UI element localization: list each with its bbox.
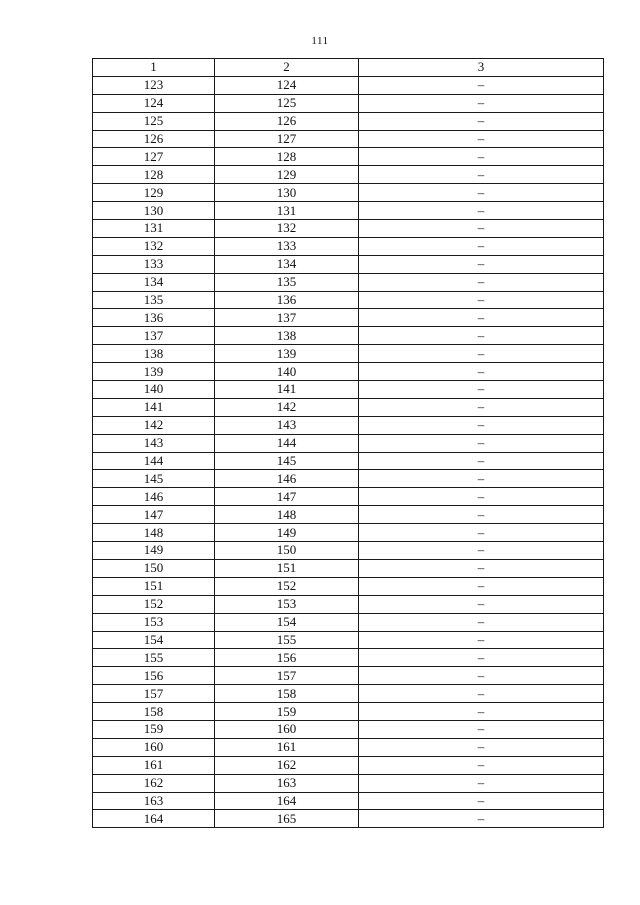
table-row (93, 524, 604, 542)
table-cell-col-2: 138 (215, 327, 359, 345)
table-row (93, 309, 604, 327)
table-cell-col-1: 142 (93, 416, 215, 434)
table-cell-col-1: 131 (93, 220, 215, 238)
table-cell-col-2: 165 (215, 810, 359, 828)
table-row (93, 685, 604, 703)
table-row (93, 327, 604, 345)
table-cell-col-1: 141 (93, 398, 215, 416)
table-cell-col-1: 123 (93, 76, 215, 94)
table-row (93, 434, 604, 452)
table-row (93, 148, 604, 166)
table-cell-col-1: 124 (93, 94, 215, 112)
table-cell-col-2: 140 (215, 363, 359, 381)
table-cell-col-1: 151 (93, 577, 215, 595)
table-row (93, 488, 604, 506)
table-cell-col-3: – (359, 416, 604, 434)
table-row (93, 542, 604, 560)
table-cell-col-1: 154 (93, 631, 215, 649)
page-number: 111 (311, 35, 329, 47)
table-row (93, 756, 604, 774)
table-row (93, 559, 604, 577)
table-cell-col-1: 137 (93, 327, 215, 345)
table-cell-col-1: 160 (93, 738, 215, 756)
table-cell-col-3: – (359, 94, 604, 112)
table-cell-col-3: – (359, 774, 604, 792)
table-row (93, 613, 604, 631)
table-cell-col-1: 163 (93, 792, 215, 810)
table-row (93, 774, 604, 792)
table-row (93, 506, 604, 524)
table-row (93, 291, 604, 309)
table-cell-col-2: 134 (215, 255, 359, 273)
table-cell-col-2: 137 (215, 309, 359, 327)
table-row (93, 792, 604, 810)
table-cell-col-1: 152 (93, 595, 215, 613)
table-cell-col-3: – (359, 542, 604, 560)
table-cell-col-2: 141 (215, 381, 359, 399)
table-cell-col-2: 136 (215, 291, 359, 309)
table-cell-col-3: – (359, 720, 604, 738)
table-cell-col-1: 164 (93, 810, 215, 828)
table-cell-col-2: 145 (215, 452, 359, 470)
table-cell-col-2: 150 (215, 542, 359, 560)
table-cell-col-2: 147 (215, 488, 359, 506)
table-cell-col-1: 125 (93, 112, 215, 130)
table-cell-col-2: 159 (215, 703, 359, 721)
table-cell-col-1: 140 (93, 381, 215, 399)
table-cell-col-3: – (359, 506, 604, 524)
table-cell-col-3: – (359, 685, 604, 703)
table-row (93, 703, 604, 721)
table-cell-col-1: 143 (93, 434, 215, 452)
table-row (93, 255, 604, 273)
table-row (93, 452, 604, 470)
table-row (93, 76, 604, 94)
table-cell-col-2: 139 (215, 345, 359, 363)
table-cell-col-3: – (359, 291, 604, 309)
table-cell-col-3: – (359, 363, 604, 381)
table-row (93, 345, 604, 363)
table-cell-col-1: 148 (93, 524, 215, 542)
table-cell-col-2: 155 (215, 631, 359, 649)
table-cell-col-3: – (359, 703, 604, 721)
table-cell-col-3: – (359, 130, 604, 148)
table-cell-col-1: 132 (93, 237, 215, 255)
table-cell-col-3: – (359, 76, 604, 94)
table-cell-col-3: – (359, 470, 604, 488)
table-cell-col-2: 161 (215, 738, 359, 756)
table-cell-col-3: – (359, 738, 604, 756)
table-cell-col-2: 124 (215, 76, 359, 94)
table-row (93, 720, 604, 738)
table-cell-col-3: – (359, 488, 604, 506)
table-row (93, 577, 604, 595)
table-cell-col-1: 133 (93, 255, 215, 273)
table-cell-col-2: 157 (215, 667, 359, 685)
table-cell-col-1: 157 (93, 685, 215, 703)
table-cell-col-1: 158 (93, 703, 215, 721)
table-cell-col-1: 156 (93, 667, 215, 685)
table-cell-col-3: – (359, 166, 604, 184)
table-row (93, 363, 604, 381)
column-header-2: 2 (215, 59, 359, 77)
table-cell-col-3: – (359, 631, 604, 649)
table-cell-col-1: 153 (93, 613, 215, 631)
table-row (93, 667, 604, 685)
table-cell-col-1: 149 (93, 542, 215, 560)
table-cell-col-2: 146 (215, 470, 359, 488)
table-cell-col-3: – (359, 202, 604, 220)
table-row (93, 220, 604, 238)
table-cell-col-2: 152 (215, 577, 359, 595)
table-cell-col-1: 162 (93, 774, 215, 792)
table-cell-col-2: 129 (215, 166, 359, 184)
table-row (93, 649, 604, 667)
table-cell-col-2: 153 (215, 595, 359, 613)
table-cell-col-2: 148 (215, 506, 359, 524)
table-cell-col-1: 146 (93, 488, 215, 506)
table-cell-col-3: – (359, 273, 604, 291)
table-row (93, 184, 604, 202)
table-cell-col-3: – (359, 220, 604, 238)
table-cell-col-3: – (359, 327, 604, 345)
table-cell-col-1: 134 (93, 273, 215, 291)
table-cell-col-2: 154 (215, 613, 359, 631)
table-cell-col-3: – (359, 184, 604, 202)
table-cell-col-3: – (359, 112, 604, 130)
table-row (93, 94, 604, 112)
table-cell-col-3: – (359, 398, 604, 416)
table-row (93, 398, 604, 416)
table-row (93, 237, 604, 255)
table-cell-col-1: 147 (93, 506, 215, 524)
table-row (93, 202, 604, 220)
table-cell-col-1: 136 (93, 309, 215, 327)
table-cell-col-2: 144 (215, 434, 359, 452)
table-cell-col-2: 128 (215, 148, 359, 166)
table-cell-col-2: 135 (215, 273, 359, 291)
table-cell-col-1: 145 (93, 470, 215, 488)
table-cell-col-2: 143 (215, 416, 359, 434)
table-cell-col-3: – (359, 756, 604, 774)
table-row (93, 166, 604, 184)
table-cell-col-1: 159 (93, 720, 215, 738)
header-row (93, 59, 604, 77)
table-cell-col-2: 125 (215, 94, 359, 112)
table-row (93, 595, 604, 613)
table-body (93, 76, 604, 827)
table-row (93, 470, 604, 488)
table-cell-col-2: 142 (215, 398, 359, 416)
table-cell-col-2: 151 (215, 559, 359, 577)
table-cell-col-2: 160 (215, 720, 359, 738)
table-cell-col-3: – (359, 524, 604, 542)
table-cell-col-1: 144 (93, 452, 215, 470)
table-cell-col-1: 127 (93, 148, 215, 166)
table-cell-col-3: – (359, 667, 604, 685)
table-cell-col-2: 127 (215, 130, 359, 148)
table-cell-col-3: – (359, 148, 604, 166)
table-cell-col-2: 163 (215, 774, 359, 792)
table-cell-col-3: – (359, 595, 604, 613)
column-header-3: 3 (359, 59, 604, 77)
table-cell-col-3: – (359, 309, 604, 327)
table-cell-col-3: – (359, 559, 604, 577)
table-cell-col-3: – (359, 649, 604, 667)
table-cell-col-3: – (359, 345, 604, 363)
table-cell-col-3: – (359, 810, 604, 828)
table-cell-col-1: 135 (93, 291, 215, 309)
table-cell-col-2: 162 (215, 756, 359, 774)
table-cell-col-3: – (359, 613, 604, 631)
table-cell-col-1: 126 (93, 130, 215, 148)
table-row (93, 130, 604, 148)
table-cell-col-1: 161 (93, 756, 215, 774)
table-row (93, 631, 604, 649)
table-cell-col-2: 130 (215, 184, 359, 202)
table-cell-col-2: 133 (215, 237, 359, 255)
table-cell-col-2: 126 (215, 112, 359, 130)
table-cell-col-3: – (359, 792, 604, 810)
table-cell-col-1: 155 (93, 649, 215, 667)
table-cell-col-3: – (359, 237, 604, 255)
table-cell-col-3: – (359, 452, 604, 470)
table-cell-col-3: – (359, 255, 604, 273)
table-header (93, 59, 604, 77)
table-row (93, 273, 604, 291)
table-cell-col-1: 139 (93, 363, 215, 381)
table-cell-col-3: – (359, 577, 604, 595)
table-cell-col-1: 130 (93, 202, 215, 220)
table-cell-col-1: 128 (93, 166, 215, 184)
table-cell-col-2: 131 (215, 202, 359, 220)
table-cell-col-2: 164 (215, 792, 359, 810)
table-cell-col-2: 156 (215, 649, 359, 667)
column-header-1: 1 (93, 59, 215, 77)
table-cell-col-1: 138 (93, 345, 215, 363)
table-cell-col-3: – (359, 434, 604, 452)
table-cell-col-1: 129 (93, 184, 215, 202)
table-cell-col-3: – (359, 381, 604, 399)
table-cell-col-2: 132 (215, 220, 359, 238)
data-table (92, 58, 604, 828)
table-cell-col-2: 158 (215, 685, 359, 703)
table-cell-col-2: 149 (215, 524, 359, 542)
table-cell-col-1: 150 (93, 559, 215, 577)
table-row (93, 381, 604, 399)
table-row (93, 112, 604, 130)
table-row (93, 416, 604, 434)
table-row (93, 810, 604, 828)
table-row (93, 738, 604, 756)
